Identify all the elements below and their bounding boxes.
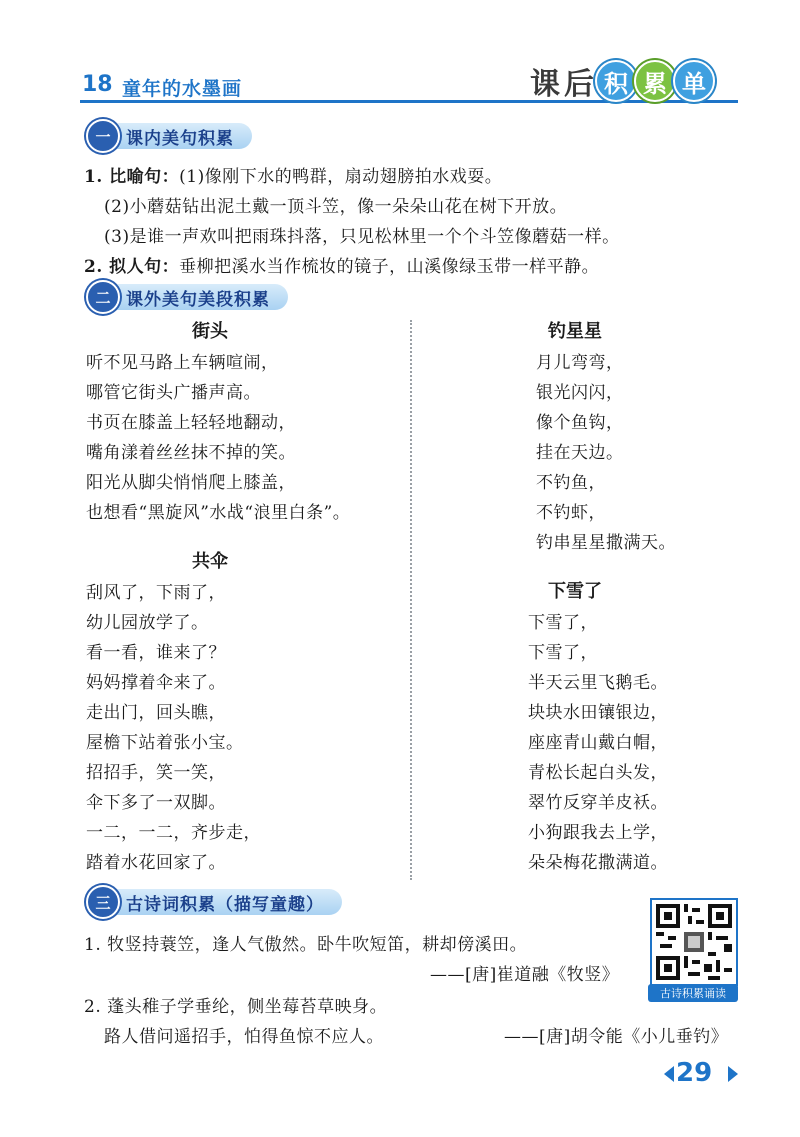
ancient-poem-2-line-1: 2. 蓬头稚子学垂纶，侧坐莓苔草映身。 — [84, 997, 388, 1017]
page-number: 29 — [676, 1058, 713, 1088]
ancient-poem-1-source: ——[唐]崔道融《牧竖》 — [430, 965, 620, 985]
poem-line: 座座青山戴白帽， — [528, 733, 668, 753]
lesson-number: 18 — [82, 72, 113, 97]
poem-line: 块块水田镶银边， — [528, 703, 668, 723]
page-arrow-left-icon — [664, 1066, 674, 1082]
brand-char-1: 课 — [530, 67, 560, 102]
poem-line: 招招手，笑一笑， — [86, 763, 226, 783]
poem-line: 翠竹反穿羊皮袄。 — [528, 793, 668, 813]
poem-line: 钓串星星撒满天。 — [536, 533, 676, 553]
poem-line: 银光闪闪， — [536, 383, 624, 403]
poem-line: 也想看“黑旋风”水战“浪里白条”。 — [86, 503, 351, 523]
poem-line: 青松长起白头发， — [528, 763, 668, 783]
poem-line: 不钓鱼， — [536, 473, 606, 493]
brand-char-2: 后 — [564, 67, 594, 102]
poem-line: 幼儿园放学了。 — [86, 613, 209, 633]
simile-line-3: (3)是谁一声欢叫把雨珠抖落，只见松林里一个个斗笠像蘑菇一样。 — [104, 227, 620, 247]
personification-line: 2. 拟人句：垂柳把溪水当作梳妆的镜子，山溪像绿玉带一样平静。 — [84, 257, 600, 277]
poem-line: 下雪了， — [528, 643, 598, 663]
poem-line: 一二，一二，齐步走， — [86, 823, 261, 843]
simile-line-2: (2)小蘑菇钻出泥土戴一顶斗笠，像一朵朵山花在树下开放。 — [104, 197, 568, 217]
poem-line: 挂在天边。 — [536, 443, 624, 463]
poem-line: 阳光从脚尖悄悄爬上膝盖， — [86, 473, 296, 493]
brand-char-3: 积 — [595, 60, 637, 102]
section-badge: 一 — [86, 119, 120, 153]
poem-line: 屋檐下站着张小宝。 — [86, 733, 244, 753]
poem-line: 不钓虾， — [536, 503, 606, 523]
ancient-poem-2-line-2: 路人借问遥招手，怕得鱼惊不应人。 — [104, 1027, 384, 1047]
simile-line-1: 1. 比喻句：(1)像刚下水的鸭群，扇动翅膀拍水戏耍。 — [84, 167, 503, 187]
ancient-poem-1-text: 1. 牧竖持蓑笠，逢人气傲然。卧牛吹短笛，耕却傍溪田。 — [84, 935, 528, 955]
column-divider — [410, 320, 412, 880]
poem-line: 走出门，回头瞧， — [86, 703, 226, 723]
poem-line: 嘴角漾着丝丝抹不掉的笑。 — [86, 443, 296, 463]
poem-line: 妈妈撑着伞来了。 — [86, 673, 226, 693]
poem-line: 小狗跟我去上学， — [528, 823, 668, 843]
section-header-2 — [86, 283, 288, 311]
poem-title: 钓星星 — [548, 321, 602, 342]
qr-caption: 古诗积累诵读 — [648, 984, 738, 1002]
ancient-poem-2-source: ——[唐]胡令能《小儿垂钓》 — [504, 1027, 729, 1047]
poem-line: 看一看，谁来了？ — [86, 643, 226, 663]
poem-line: 半天云里飞鹅毛。 — [528, 673, 668, 693]
poem-title: 共伞 — [192, 551, 228, 572]
poem-line: 哪管它街头广播声高。 — [86, 383, 261, 403]
qr-code[interactable] — [650, 898, 738, 986]
poem-line: 听不见马路上车辆喧闹， — [86, 353, 279, 373]
poem-line: 书页在膝盖上轻轻地翻动， — [86, 413, 296, 433]
section-title: 古诗词积累（描写童趣） — [106, 889, 342, 915]
section-header-3 — [86, 888, 342, 916]
brand-title — [530, 58, 715, 104]
poem-title: 下雪了 — [548, 581, 602, 602]
poem-line: 伞下多了一双脚。 — [86, 793, 226, 813]
poem-line: 踏着水花回家了。 — [86, 853, 226, 873]
poem-line: 像个鱼钩， — [536, 413, 624, 433]
section-header-1 — [86, 122, 252, 150]
section-title: 课内美句积累 — [106, 123, 252, 149]
section-badge: 二 — [86, 280, 120, 314]
brand-char-4: 累 — [634, 60, 676, 102]
poem-line: 下雪了， — [528, 613, 598, 633]
section-title: 课外美句美段积累 — [106, 284, 288, 310]
lesson-title: 童年的水墨画 — [122, 78, 243, 100]
section-badge: 三 — [86, 885, 120, 919]
page-arrow-right-icon — [728, 1066, 738, 1082]
poem-line: 朵朵梅花撒满道。 — [528, 853, 668, 873]
poem-title: 街头 — [192, 321, 228, 342]
brand-char-5: 单 — [673, 60, 715, 102]
qr-code-icon — [652, 900, 736, 984]
poem-line: 刮风了，下雨了， — [86, 583, 226, 603]
poem-line: 月儿弯弯， — [536, 353, 624, 373]
